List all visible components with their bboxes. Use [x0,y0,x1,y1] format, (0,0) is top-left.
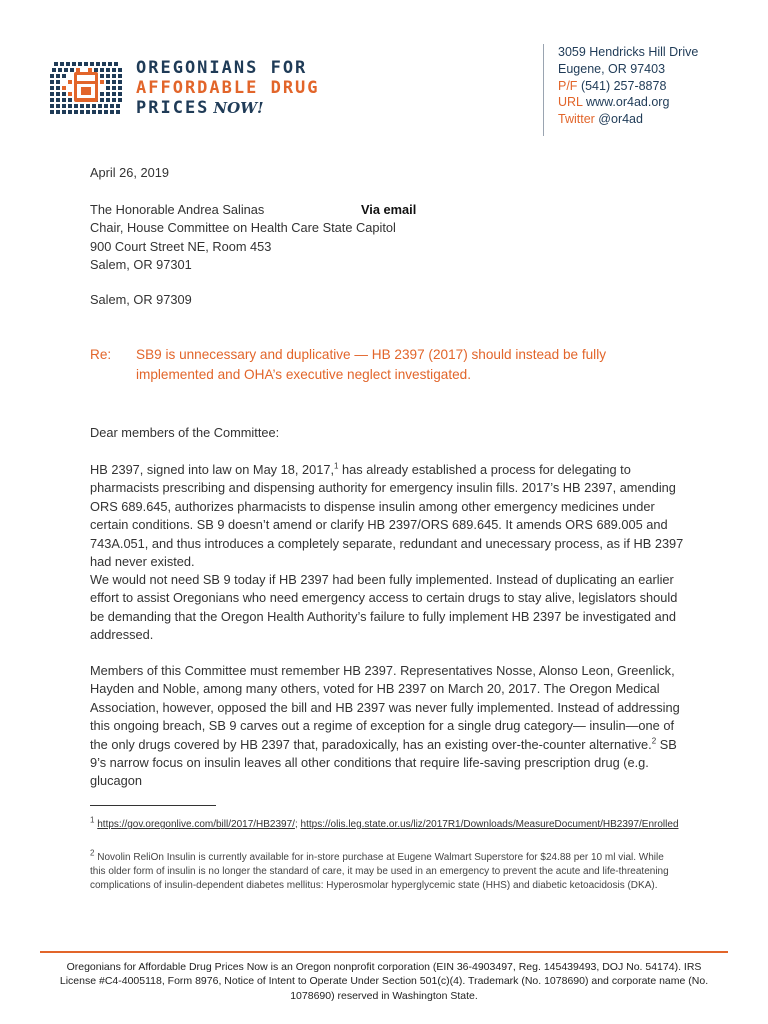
contact-twitter-handle[interactable]: @or4ad [598,112,643,127]
logo-line-2: AFFORDABLE DRUG [136,78,320,98]
footnote-1-separator: ; [294,819,301,830]
logo-line-3: PRICES [136,98,210,118]
footer-divider [40,951,728,953]
via-email-label: Via email [361,202,417,217]
footnote-ref-2[interactable]: 2 [651,736,657,746]
footnote-ref-1[interactable]: 1 [334,461,339,471]
subject-label: Re: [90,347,112,362]
organization-logo [48,56,328,122]
logo-now: NOW! [213,99,264,117]
contact-url-label: URL [558,95,583,110]
contact-phone: (541) 257-8878 [580,78,667,93]
footnote-divider [90,805,216,806]
footnote-2-text: Novolin ReliOn Insulin is currently available for in-store purchase at Eugene Walmart Superstore for $24.88 per 10 ml vial. While this older form of insulin is no longer the standard of care, it may be used in an emergency to prevent the acute and life-threatening complications of insulin-dependent diabetes mellitus: Hyperosmolar hyperglycemic state (HHS) and diabetic ketoacidosis (DKA). [90,852,669,891]
recipient-line: The Honorable Andrea Salinas [90,202,265,217]
subject-text-line-1: SB9 is unnecessary and duplicative — HB 2397 (2017) should instead be fully [136,347,607,362]
oregon-map-logo-icon [48,58,126,118]
recipient-line: Salem, OR 97301 [90,257,192,273]
contact-twitter-row [558,111,698,128]
paragraph-1-text-a: HB 2397, signed into law on May 18, 2017, [90,462,335,477]
contact-twitter-label: Twitter [558,112,595,127]
contact-url-link[interactable]: www.or4ad.org [586,95,670,110]
paragraph-3-text-b: SB 9’s narrow focus on insulin leaves all other conditions that require life-saving prescription drug (e.g. glucagon [90,736,677,789]
contact-url-row [558,94,698,111]
letter-date: April 26, 2019 [90,165,169,180]
footnote-1-number: 1 [90,815,95,825]
footnote-1 [90,815,680,832]
paragraph-3 [90,662,690,791]
paragraph-2: We would not need SB 9 today if HB 2397 had been fully implemented. Instead of duplicating an earlier effort to assist Oregonians who need emergency access to certain drugs to stay alive, legislators should be demanding that the Oregon Health Authority’s failure to fully implement HB 2397 be investigated and addressed. [90,572,678,643]
footnote-2-number: 2 [90,848,95,858]
paragraph-1 [90,461,690,571]
footnote-2 [90,848,680,893]
logo-line-1: OREGONIANS FOR [136,58,308,78]
contact-phone-row [558,78,698,95]
contact-phone-label: P/F [558,78,578,93]
contact-block [543,44,698,136]
salutation: Dear members of the Committee: [90,425,280,440]
footnote-1-link-2[interactable]: https://olis.leg.state.or.us/liz/2017R1/Downloads/MeasureDocument/HB2397/Enrolled [300,819,679,830]
paragraph-3-text-a: Members of this Committee must remember HB 2397. Representatives Nosse, Alonso Leon, Greenlick, Hayden and Noble, among many others, voted for HB 2397 on March 20, 2017. The Oregon Medical Association, however, opposed the bill and HB 2397 was never fully implemented. Instead of addressing this ongoing breach, SB 9 carves out a regime of exception for a single drug category— insulin—one of the only drugs covered by HB 2397 that, paradoxically, has an existing over-the-counter alternative. [90,663,680,752]
contact-city: Eugene, OR 97403 [558,61,666,76]
footer-legal-text: Oregonians for Affordable Drug Prices Now is an Oregon nonprofit corporation (EIN 36-4903497, Reg. 145439493, DOJ No. 54174). IRS License #C4-4005118, Form 8976, Notice of Intent to Operate Under Section 501(c)(4). Trademark (No. 1078690) and corporate name (No. 1078690) reserved in Washington State. [59,961,709,1002]
subject-text-line-2: implemented and OHA’s executive neglect investigated. [136,366,471,382]
recipient-line: 900 Court Street NE, Room 453 [90,238,272,254]
footnote-1-link-1[interactable]: https://gov.oregonlive.com/bill/2017/HB2397/ [97,819,295,830]
paragraph-1-text-b: has already established a process for delegating to pharmacists prescribing and dispensing authority for emergency insulin fills. 2017’s HB 2397, amending ORS 689.645, authorizes pharmacists to dispense insulin among other emergency medicines under certain conditions. SB 9 doesn’t amend or clarify HB 2397/ORS 689.645. It amends ORS 689.005 and 743A.051, and thus introduces a completely separate, redundant and unecessary process, as if HB 2397 had never existed. [90,462,684,570]
secondary-city-line: Salem, OR 97309 [90,292,192,307]
recipient-line: Chair, House Committee on Health Care State Capitol [90,220,396,236]
contact-street: 3059 Hendricks Hill Drive [558,45,699,59]
